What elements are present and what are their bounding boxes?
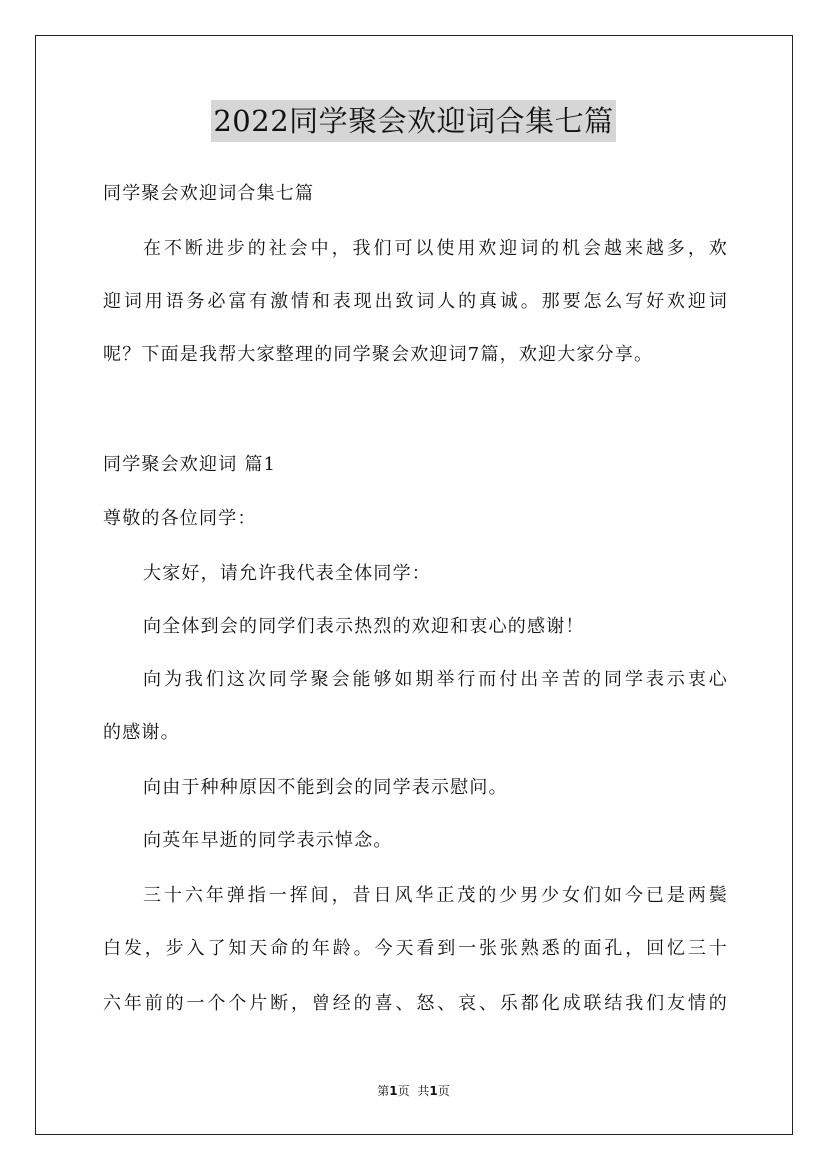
section-heading: 同学聚会欢迎词 篇1 [103,454,277,475]
body-line-2: 向全体到会的同学们表示热烈的欢迎和衷心的感谢！ [143,616,585,637]
intro-line-2: 迎词用语务必富有激情和表现出致词人的真诚。那要怎么写好欢迎词 [103,291,728,312]
page-suffix: 页 [397,1084,410,1098]
body-line-6: 向英年早逝的同学表示悼念。 [143,830,393,851]
intro-line-1: 在不断进步的社会中，我们可以使用欢迎词的机会越来越多，欢 [143,238,728,259]
page-total-number: 1 [429,1084,438,1098]
document-title: 2022同学聚会欢迎词合集七篇 [211,100,615,142]
salutation: 尊敬的各位同学： [103,508,257,529]
page-current-number: 1 [389,1084,398,1098]
body-line-1: 大家好，请允许我代表全体同学： [143,563,431,584]
body-line-5: 向由于种种原因不能到会的同学表示慰问。 [143,777,508,798]
total-prefix: 共 [417,1084,430,1098]
page-prefix: 第 [377,1084,390,1098]
document-subtitle: 同学聚会欢迎词合集七篇 [103,183,315,204]
body-line-9: 六年前的一个个片断，曾经的喜、怒、哀、乐都化成联结我们友情的 [103,993,728,1014]
body-line-3: 向为我们这次同学聚会能够如期举行而付出辛苦的同学表示衷心 [143,669,728,690]
page-footer [0,1083,827,1099]
body-line-4: 的感谢。 [103,722,180,743]
body-line-8: 白发，步入了知天命的年龄。今天看到一张张熟悉的面孔，回忆三十 [103,938,728,959]
body-line-7: 三十六年弹指一挥间，昔日风华正茂的少男少女们如今已是两鬓 [143,885,728,906]
title-container [0,100,827,142]
intro-line-3: 呢？下面是我帮大家整理的同学聚会欢迎词7篇，欢迎大家分享。 [103,344,654,365]
total-suffix: 页 [437,1084,450,1098]
